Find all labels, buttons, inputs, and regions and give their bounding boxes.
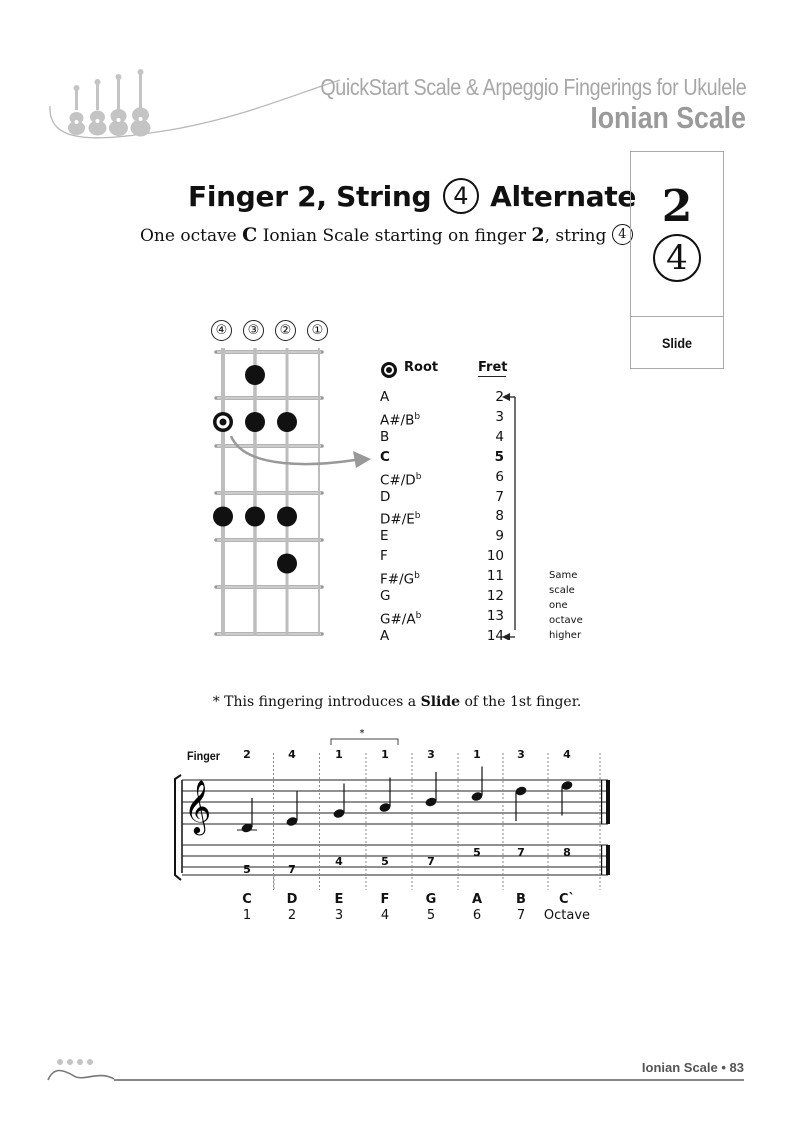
scale-degree: 3 <box>334 908 344 923</box>
finger-number: 2 <box>243 748 251 761</box>
octave-note-line: scale <box>549 585 575 596</box>
series-title: QuickStart Scale & Arpeggio Fingerings for Ukulele <box>320 74 746 100</box>
fret-table-row <box>380 467 504 487</box>
note-dividers <box>274 753 601 890</box>
side-technique: Slide <box>661 335 693 351</box>
tab-number: 5 <box>243 863 251 876</box>
slide-note-part2: of the 1st finger. <box>464 694 582 710</box>
tab-number: 7 <box>288 863 296 876</box>
treble-clef-icon: 𝄞 <box>184 779 212 833</box>
fret-table-row <box>380 586 504 606</box>
fret-table-row <box>380 427 504 447</box>
row-fret: 5 <box>494 448 504 465</box>
scale-degree: 1 <box>242 908 252 923</box>
subtitle-finger: 2 <box>531 224 545 246</box>
scale-degree: Octave <box>543 908 591 923</box>
fret-table-row <box>380 447 504 467</box>
string-label-1: ① <box>307 320 328 341</box>
side-string-number: 4 <box>653 234 701 282</box>
tab-number: 8 <box>563 846 571 859</box>
finger-row-label: Finger <box>187 749 221 763</box>
fret-label: Fret <box>478 360 508 375</box>
slide-footnote <box>0 694 794 710</box>
row-note: $C\#/D^b$ <box>380 471 422 489</box>
note-name: A <box>471 892 483 907</box>
row-fret: 13 <box>486 607 504 624</box>
string-label-3: ③ <box>243 320 264 341</box>
page-subtitle <box>140 224 633 247</box>
row-note: G <box>380 588 391 604</box>
ukulele-logo-icon <box>40 66 360 146</box>
finger-dot <box>213 507 233 527</box>
fret-table-row <box>380 606 504 626</box>
slide-bracket <box>331 739 398 745</box>
row-note: $A\#/B^b$ <box>380 411 421 429</box>
row-fret: 9 <box>495 528 504 545</box>
finger-dot <box>277 507 297 527</box>
finger-number: 1 <box>381 748 389 761</box>
fret-table-row <box>380 407 504 427</box>
row-fret: 11 <box>486 568 504 585</box>
row-note: C <box>380 448 390 465</box>
note-name: E <box>334 892 344 907</box>
note-name: B <box>516 892 526 907</box>
final-barline <box>601 780 610 875</box>
row-note: A <box>380 389 390 405</box>
finger-dot <box>245 412 265 432</box>
finger-string-box <box>630 151 724 369</box>
row-fret: 14 <box>486 627 504 644</box>
fret-table-row <box>380 566 504 586</box>
row-fret: 3 <box>495 408 504 425</box>
subtitle-string: 4 <box>612 224 633 245</box>
slide-arrow-head <box>353 451 371 468</box>
fret-table-row <box>380 487 504 507</box>
octave-bracket <box>509 397 515 637</box>
finger-number: 3 <box>427 748 435 761</box>
note-name: C` <box>558 892 576 907</box>
footer-page-label: Ionian Scale • 83 <box>641 1060 744 1075</box>
octave-note-line: one <box>549 600 568 611</box>
row-fret: 6 <box>495 468 504 485</box>
fret-table-row <box>380 506 504 526</box>
row-fret: 2 <box>495 389 504 405</box>
row-fret: 7 <box>495 488 504 505</box>
fret-line-highlights <box>217 352 321 634</box>
note-name: D <box>286 892 298 907</box>
row-fret: 12 <box>486 588 504 604</box>
tab-number: 4 <box>335 855 343 868</box>
finger-dot <box>245 365 265 385</box>
octave-note-line: higher <box>549 630 582 641</box>
fret-table-row <box>380 387 504 407</box>
row-note: F <box>380 548 388 565</box>
octave-note-line: octave <box>549 615 583 626</box>
root-marker-icon <box>380 361 398 379</box>
subtitle-key: C <box>242 224 258 246</box>
treble-staff-lines <box>182 780 608 824</box>
title-prefix: Finger 2, String <box>188 180 432 213</box>
row-fret: 4 <box>495 428 504 445</box>
finger-dot <box>277 412 297 432</box>
row-note: D <box>380 488 391 505</box>
scale-degree: 2 <box>287 908 297 923</box>
scale-degree: 5 <box>426 908 436 923</box>
finger-number: 1 <box>473 748 481 761</box>
scale-degree: 6 <box>472 908 482 923</box>
slide-bracket-mark: * <box>359 728 365 739</box>
finger-number: 4 <box>563 748 571 761</box>
tab-number: 7 <box>427 855 435 868</box>
row-note: $D\#/E^b$ <box>380 511 421 528</box>
fret-table-row <box>380 626 504 646</box>
subtitle-part1: One octave <box>140 226 237 246</box>
note-name: G <box>425 892 437 907</box>
finger-number: 1 <box>335 748 343 761</box>
side-finger-number: 2 <box>661 181 693 232</box>
finger-number: 3 <box>517 748 525 761</box>
side-divider <box>631 316 723 317</box>
slide-arrow <box>231 436 355 464</box>
row-fret: 10 <box>486 548 504 565</box>
tab-number: 7 <box>517 846 525 859</box>
octave-note-line: Same <box>549 570 578 581</box>
root-label: Root <box>404 360 439 375</box>
scale-degree: 4 <box>380 908 390 923</box>
row-note: $G\#/A^b$ <box>380 610 422 628</box>
string-label-4: ④ <box>211 320 232 341</box>
row-note: B <box>380 428 390 445</box>
finger-dot <box>245 507 265 527</box>
row-note: E <box>380 528 389 545</box>
row-note: A <box>380 627 390 644</box>
row-fret: 8 <box>495 508 504 525</box>
subtitle-part2: Ionian Scale starting on finger <box>262 226 526 246</box>
footer-swoosh-icon <box>44 1056 744 1086</box>
title-string-number: 4 <box>443 178 479 214</box>
octave-note <box>549 568 599 643</box>
fret-table-row <box>380 526 504 546</box>
scale-degree: 7 <box>516 908 526 923</box>
subtitle-part3: , string <box>544 226 607 246</box>
note-name: C <box>242 892 252 907</box>
finger-dot <box>277 554 297 574</box>
system-brace <box>175 775 181 880</box>
slide-note-bold: Slide <box>420 694 461 710</box>
slide-note-part1: * This fingering introduces a <box>212 694 417 710</box>
note-name: F <box>380 892 390 907</box>
title-suffix: Alternate <box>490 180 637 213</box>
tab-number: 5 <box>473 846 481 859</box>
tab-number: 5 <box>381 855 389 868</box>
page-title <box>188 180 636 216</box>
row-note: $F\#/G^b$ <box>380 571 420 588</box>
finger-number: 4 <box>288 748 296 761</box>
string-label-2: ② <box>275 320 296 341</box>
scale-title: Ionian Scale <box>590 100 746 135</box>
fret-table-row <box>380 546 504 566</box>
